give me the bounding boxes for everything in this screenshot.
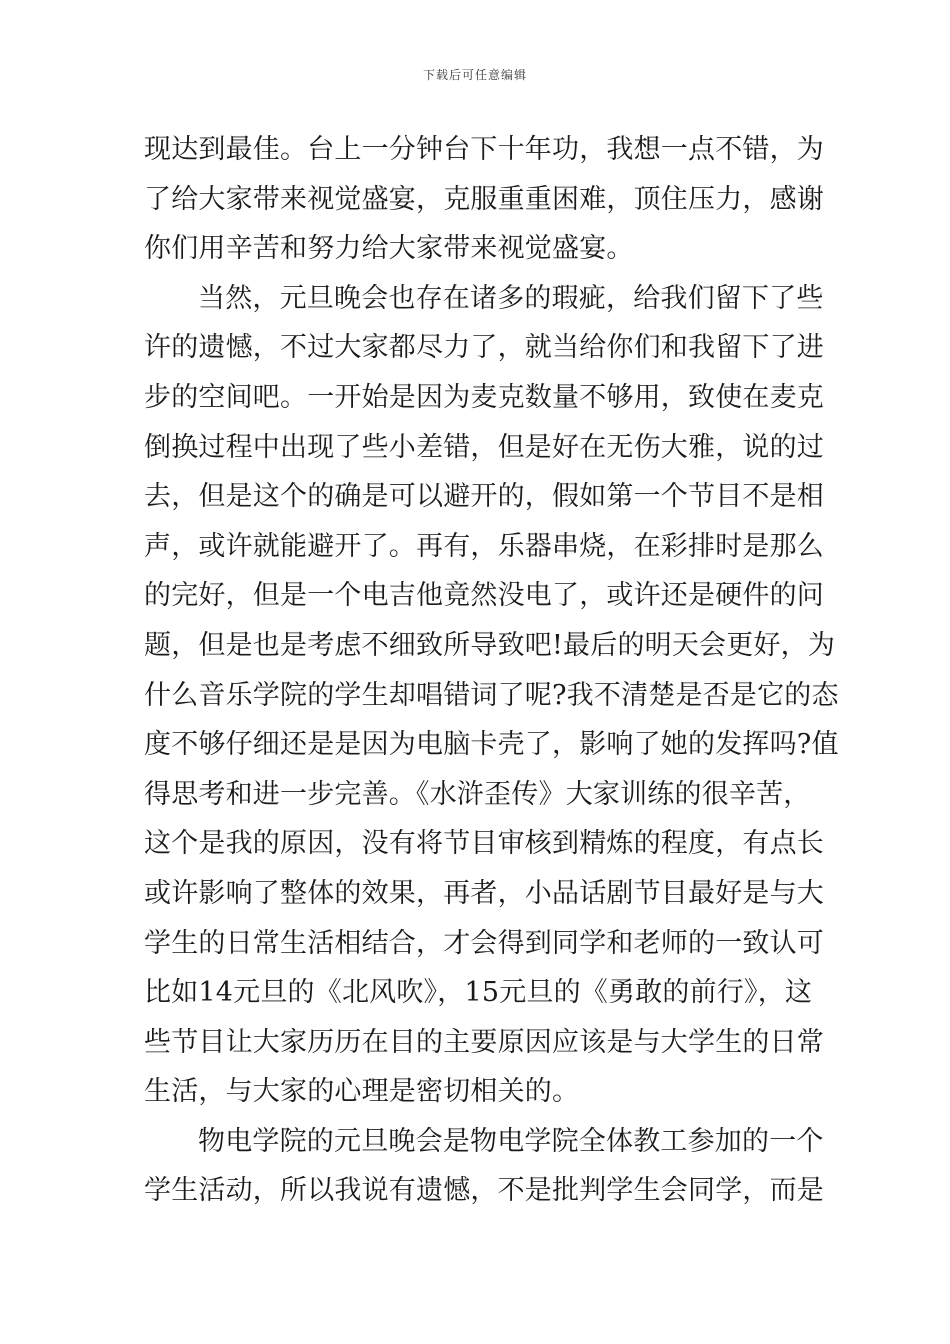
paragraph-2-line-16: 些节目让大家历历在目的主要原因应该是与大学生的日常 (144, 1026, 824, 1058)
paragraph-1-line-2: 了给大家带来视觉盛宴，克服重重困难，顶住压力，感谢 (144, 183, 824, 215)
paragraph-1-line-3: 你们用辛苦和努力给大家带来视觉盛宴。 (144, 233, 634, 265)
paragraph-2-line-10: 度不够仔细还是是因为电脑卡壳了，影响了她的发挥吗?值 (144, 729, 839, 761)
paragraph-2-line-13: 或许影响了整体的效果，再者，小品话剧节目最好是与大 (144, 877, 824, 909)
paragraph-3-line-2: 学生活动，所以我说有遗憾，不是批判学生会同学，而是 (144, 1175, 824, 1207)
paragraph-2-line-9: 什么音乐学院的学生却唱错词了呢?我不清楚是否是它的态 (144, 679, 839, 711)
paragraph-2-line-7: 的完好，但是一个电吉他竟然没电了，或许还是硬件的问 (144, 580, 824, 612)
paragraph-1-line-1: 现达到最佳。台上一分钟台下十年功，我想一点不错，为 (144, 134, 824, 165)
paragraph-2-line-1: 当然，元旦晚会也存在诸多的瑕疵，给我们留下了些 (198, 282, 824, 314)
page-header: 下载后可任意编辑 (422, 68, 527, 82)
paragraph-2-line-4: 倒换过程中出现了些小差错，但是好在无伤大雅，说的过 (144, 431, 824, 463)
paragraph-3-line-1: 物电学院的元旦晚会是物电学院全体教工参加的一个 (198, 1125, 824, 1157)
paragraph-2-line-12: 这个是我的原因，没有将节目审核到精炼的程度，有点长 (144, 828, 824, 860)
document-body (144, 125, 839, 1216)
paragraph-2-line-6: 声，或许就能避开了。再有，乐器串烧，在彩排时是那么 (144, 530, 824, 562)
paragraph-2-line-3: 步的空间吧。一开始是因为麦克数量不够用，致使在麦克 (144, 381, 824, 413)
paragraph-2-line-8: 题，但是也是考虑不细致所导致吧!最后的明天会更好，为 (144, 629, 836, 661)
paragraph-2-line-5: 去，但是这个的确是可以避开的，假如第一个节目不是相 (144, 481, 824, 513)
paragraph-2-line-11: 得思考和进一步完善。《水浒歪传》大家训练的很辛苦， (144, 778, 811, 810)
paragraph-2-line-15: 比如14元旦的《北风吹》，15元旦的《勇敢的前行》，这 (144, 977, 813, 1009)
paragraph-2-line-14: 学生的日常生活相结合，才会得到同学和老师的一致认可 (144, 927, 824, 959)
paragraph-2-line-17: 生活，与大家的心理是密切相关的。 (144, 1076, 580, 1108)
paragraph-2-line-2: 许的遗憾，不过大家都尽力了，就当给你们和我留下了进 (144, 332, 824, 364)
